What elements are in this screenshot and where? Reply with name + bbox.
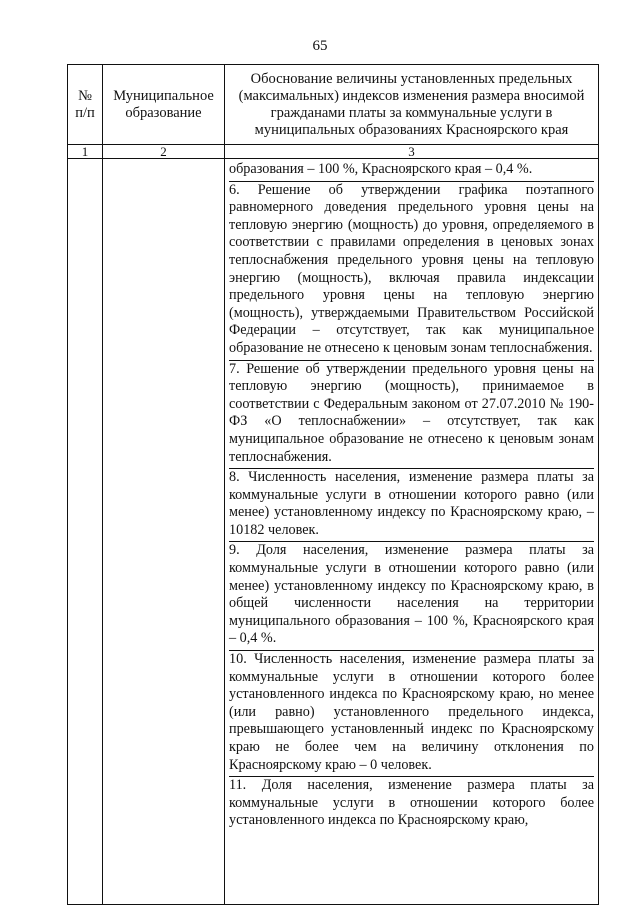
paragraph-continuation: образования – 100 %, Красноярского края – 0,4 %. bbox=[229, 161, 594, 182]
header-number: № п/п bbox=[68, 65, 103, 145]
column-index-1: 1 bbox=[68, 145, 103, 159]
paragraph-item-9: 9. Доля населения, изменение размера платы за коммунальные услуги в отношении которого равно (или менее) установленному индексу по Красноярскому краю, в общей численности населения на территории муниципального образования – 100 %, Красноярского края – 0,4 %. bbox=[229, 542, 594, 651]
column-index-row bbox=[68, 145, 599, 159]
paragraph-item-10: 10. Численность населения, изменение размера платы за коммунальные услуги в отношении которого более установленного индекса по Красноярскому краю, но менее (или равно) установленного предельного индекса, превышающего установленный индекс по Красноярскому краю не более чем на величину отклонения по Красноярскому краю – 0 человек. bbox=[229, 651, 594, 777]
cell-number bbox=[68, 159, 103, 905]
justification-table bbox=[67, 64, 599, 905]
paragraph-item-7: 7. Решение об утверждении предельного уровня цены на тепловую энергию (мощность), принимаемое в соответствии с Федеральным законом от 27.07.2010 № 190-ФЗ «О теплоснабжении» – отсутствует, так как муниципальное образование не отнесено к ценовым зонам теплоснабжения. bbox=[229, 361, 594, 470]
paragraph-item-6: 6. Решение об утверждении графика поэтапного равномерного доведения предельного уровня цены на тепловую энергию (мощность) до уровня, определяемого в соответствии с правилами определения в ценовых зонах теплоснабжения предельного уровня цены на тепловую энергию (мощность), включая правила индексации предельного уровня цены на тепловую энергию (мощность), утверждаемыми Правительством Российской Федерации – отсутствует, так как муниципальное образование не отнесено к ценовым зонам теплоснабжения. bbox=[229, 182, 594, 361]
page-number: 65 bbox=[312, 38, 328, 54]
cell-municipality bbox=[103, 159, 225, 905]
table-header-row bbox=[68, 65, 599, 145]
table-row bbox=[68, 159, 599, 905]
header-municipality: Муниципальное образование bbox=[103, 65, 225, 145]
paragraph-item-8: 8. Численность населения, изменение размера платы за коммунальные услуги в отношении которого равно (или менее) установленному индексу по Красноярскому краю, – 10182 человек. bbox=[229, 469, 594, 542]
cell-justification bbox=[225, 159, 599, 905]
paragraph-item-11: 11. Доля населения, изменение размера платы за коммунальные услуги в отношении которого более установленного индекса по Красноярскому краю, bbox=[229, 777, 594, 829]
column-index-2: 2 bbox=[103, 145, 225, 159]
column-index-3: 3 bbox=[225, 145, 599, 159]
header-justification: Обоснование величины установленных предельных (максимальных) индексов изменения размера вносимой гражданами платы за коммунальные услуги в муниципальных образованиях Красноярского края bbox=[225, 65, 599, 145]
